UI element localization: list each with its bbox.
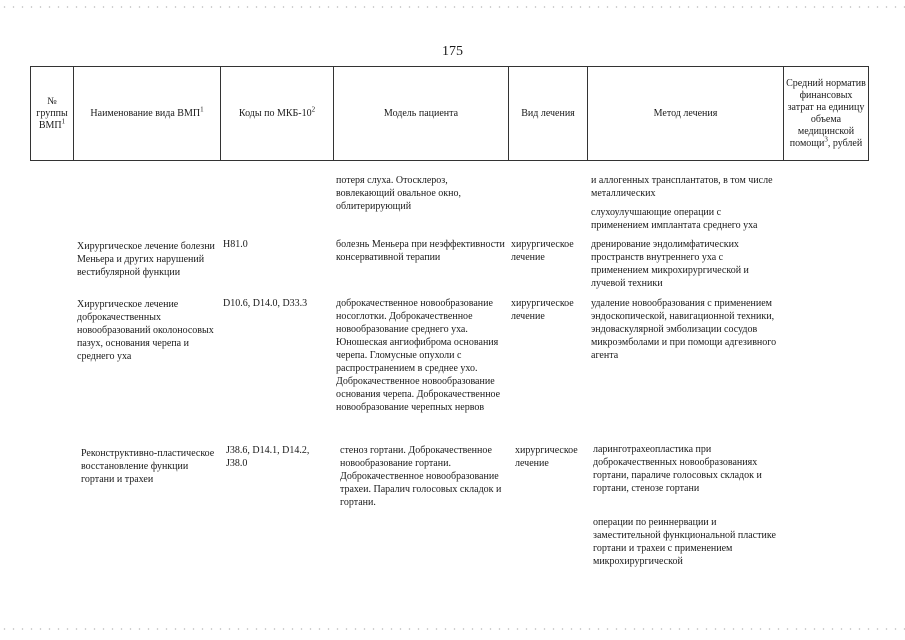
- row-3-icd-codes: J38.6, D14.1, D14.2, J38.0: [226, 445, 310, 469]
- row-2-treatment-method: удаление новообразования с применением эндоскопической, навигационной техники, эндоваскулярной эмболизации сосудов микроэмболами и при помощи адгезивного агента: [591, 298, 777, 361]
- row-1-treatment-type: хирургическое лечение: [511, 239, 574, 263]
- row-2-treatment-type: хирургическое лечение: [511, 298, 574, 322]
- header-patient-model: Модель пациента: [334, 67, 509, 161]
- header-average-cost: Средний норматив финансовых затрат на единицу объема медицинской помощи$^3$, рублей: [784, 67, 869, 161]
- scan-artifact-top: [0, 6, 905, 8]
- row-1-treatment-method: дренирование эндолимфатических пространств внутреннего уха с применением микрохирургической и лучевой техники: [591, 239, 749, 289]
- row-1-vmp-name: Хирургическое лечение болезни Меньера и других нарушений вестибулярной функции: [77, 241, 215, 278]
- header-treatment-type: Вид лечения: [509, 67, 588, 161]
- cont-method-2: слухоулучшающие операции с применением имплантата среднего уха: [591, 207, 758, 231]
- header-icd-codes: Коды по МКБ-$10^2$: [221, 67, 334, 161]
- header-group-number: № группы ВМП$^1$: [31, 67, 74, 161]
- row-2-patient-model: доброкачественное новообразование носоглотки. Доброкачественное новообразование среднего уха. Юношеская ангиофиброма основания черепа. Гломусные опухоли с распространением в среднее ухо. Доброкачественное новообразование основания черепа. Доброкачественное новообразование черепных нервов: [336, 298, 501, 413]
- table-header: [30, 66, 869, 161]
- row-2-icd-codes: D10.6, D14.0, D33.3: [223, 298, 308, 309]
- header-vmp-name: Наименование вида ВМП$^1$: [74, 67, 221, 161]
- cont-method-1: и аллогенных трансплантатов, в том числе металлических: [591, 175, 773, 199]
- row-1-patient-model: болезнь Меньера при неэффективности консервативной терапии: [336, 239, 505, 263]
- row-3-patient-model: стеноз гортани. Доброкачественное новообразование гортани. Доброкачественное новообразование трахеи. Паралич голосовых складок и гортани.: [340, 445, 502, 508]
- cont-patient-model: потеря слуха. Отосклероз, вовлекающий овальное окно, облитерирующий: [336, 175, 461, 212]
- row-1-icd-codes: H81.0: [223, 239, 248, 250]
- scan-artifact-bottom: [0, 628, 905, 630]
- page-number: 175: [442, 44, 463, 59]
- header-treatment-method: Метод лечения: [588, 67, 784, 161]
- row-3-vmp-name: Реконструктивно-пластическое восстановление функции гортани и трахеи: [81, 448, 215, 485]
- row-3-treatment-method-b: операции по реиннервации и заместительной функциональной пластике гортани и трахеи с применением микрохирургической: [593, 517, 776, 567]
- row-3-treatment-method: ларинготрахеопластика при доброкачественных новообразованиях гортани, параличе голосовых складок и гортани, стенозе гортани: [593, 444, 762, 494]
- row-3-treatment-type: хирургическое лечение: [515, 445, 578, 469]
- row-2-vmp-name: Хирургическое лечение доброкачественных новообразований околоносовых пазух, основания черепа и среднего уха: [77, 299, 214, 362]
